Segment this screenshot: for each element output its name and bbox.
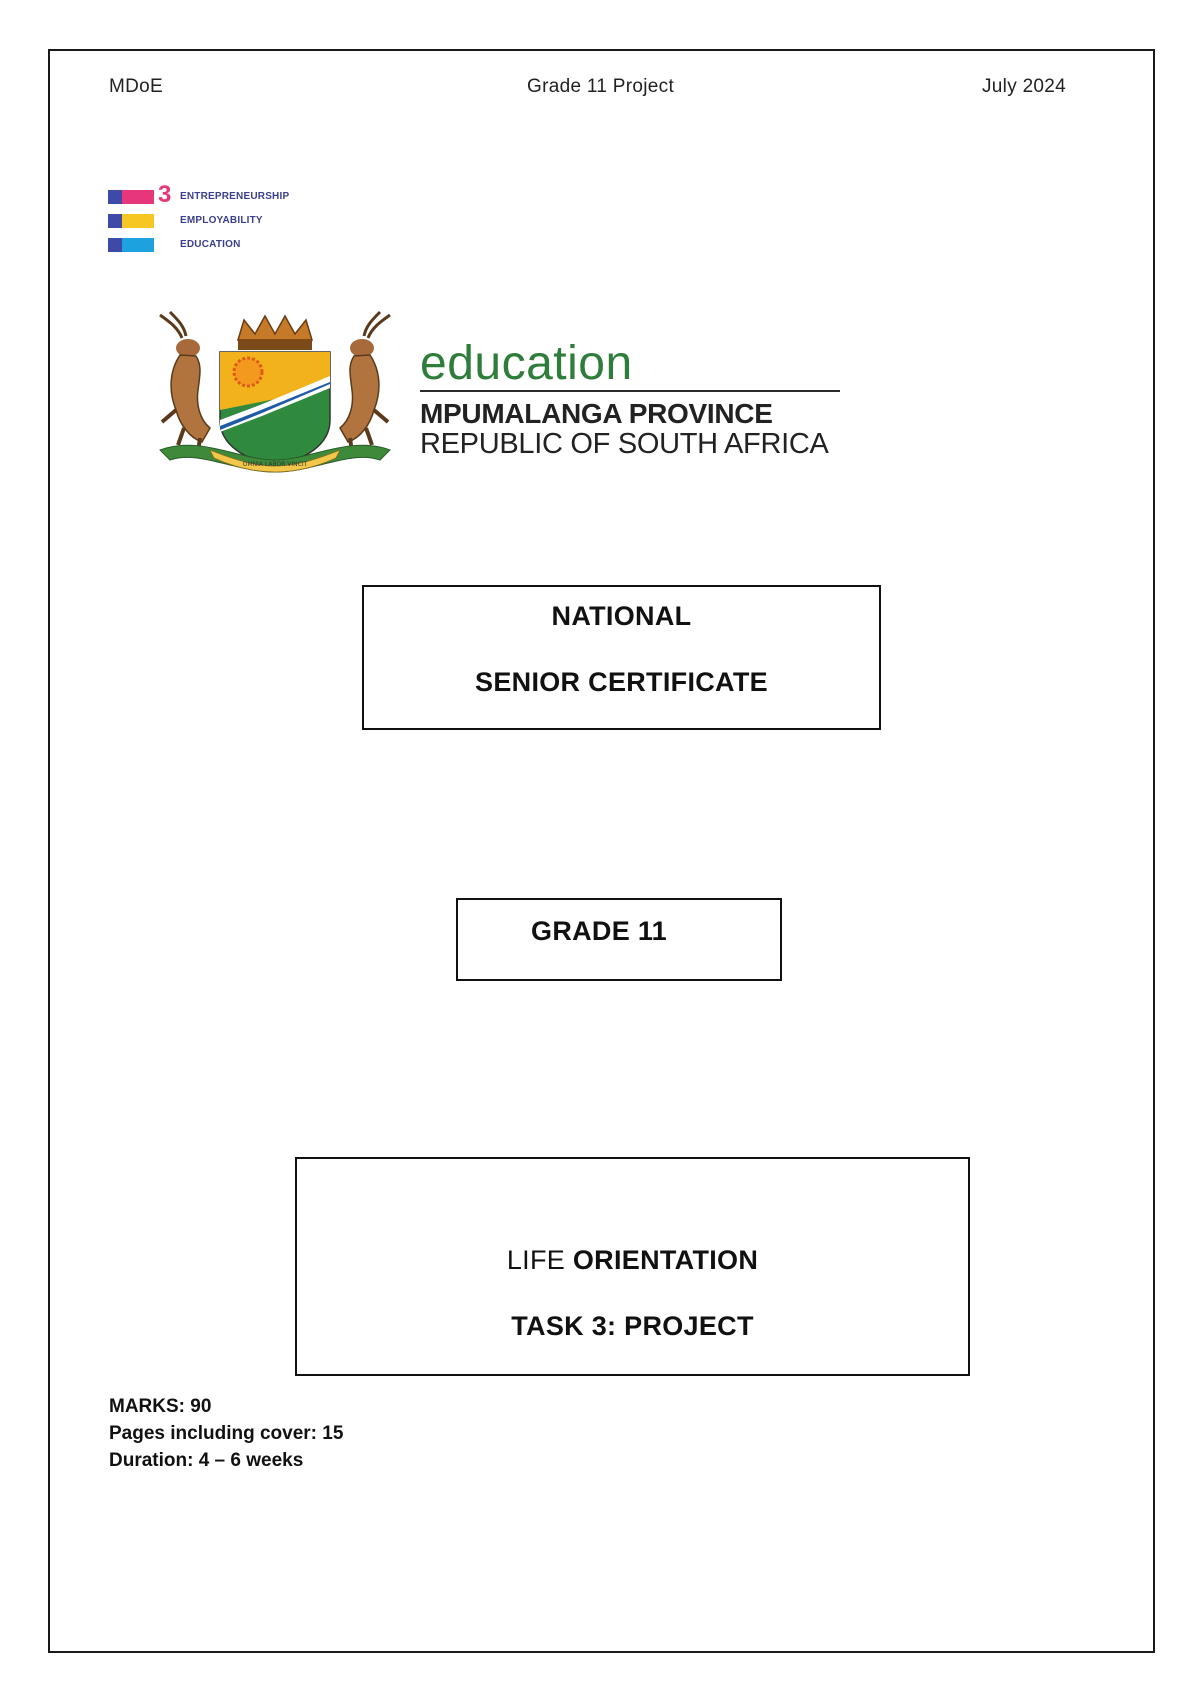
e3-bar-yellow xyxy=(108,214,154,228)
task-meta xyxy=(109,1393,343,1474)
certificate-line-2: SENIOR CERTIFICATE xyxy=(475,667,768,697)
e3-bar-pink xyxy=(108,190,154,204)
left-kudu-icon xyxy=(160,312,210,452)
header-title: Grade 11 Project xyxy=(527,76,675,97)
certificate-box xyxy=(362,585,881,730)
grade-label: GRADE 11 xyxy=(531,916,667,946)
e3-label: ENTREPRENEURSHIP xyxy=(180,191,290,202)
e3-bar-blue xyxy=(108,238,154,252)
subject-task: TASK 3: PROJECT xyxy=(511,1311,754,1341)
header-date: July 2024 xyxy=(982,76,1067,97)
pages-text: Pages including cover: 15 xyxy=(109,1423,344,1444)
subject-name-orientation: ORIENTATION xyxy=(565,1245,759,1275)
shield-icon xyxy=(220,352,330,465)
e3-logo xyxy=(108,183,308,259)
subject-name xyxy=(297,1245,968,1276)
subject-box xyxy=(295,1157,970,1376)
duration-text: Duration: 4 – 6 weeks xyxy=(109,1450,304,1471)
department-country: REPUBLIC OF SOUTH AFRICA xyxy=(420,428,829,460)
grade-box xyxy=(456,898,782,981)
coat-of-arms-icon xyxy=(140,310,410,485)
certificate-line-1: NATIONAL xyxy=(551,601,692,631)
crest-motto: OMNIA LABOR VINCIT xyxy=(242,461,308,468)
department-province: MPUMALANGA PROVINCE xyxy=(420,398,773,429)
marks-text: MARKS: 90 xyxy=(109,1396,212,1417)
department-title: education xyxy=(420,337,633,390)
department-divider xyxy=(420,390,840,392)
right-kudu-icon xyxy=(340,312,390,452)
e3-number: 3 xyxy=(158,181,172,208)
e3-label: EDUCATION xyxy=(180,239,241,250)
subject-name-life: LIFE xyxy=(506,1245,566,1275)
header-org: MDoE xyxy=(109,76,163,97)
crown-icon xyxy=(238,316,312,350)
e3-label: EMPLOYABILITY xyxy=(180,215,263,226)
